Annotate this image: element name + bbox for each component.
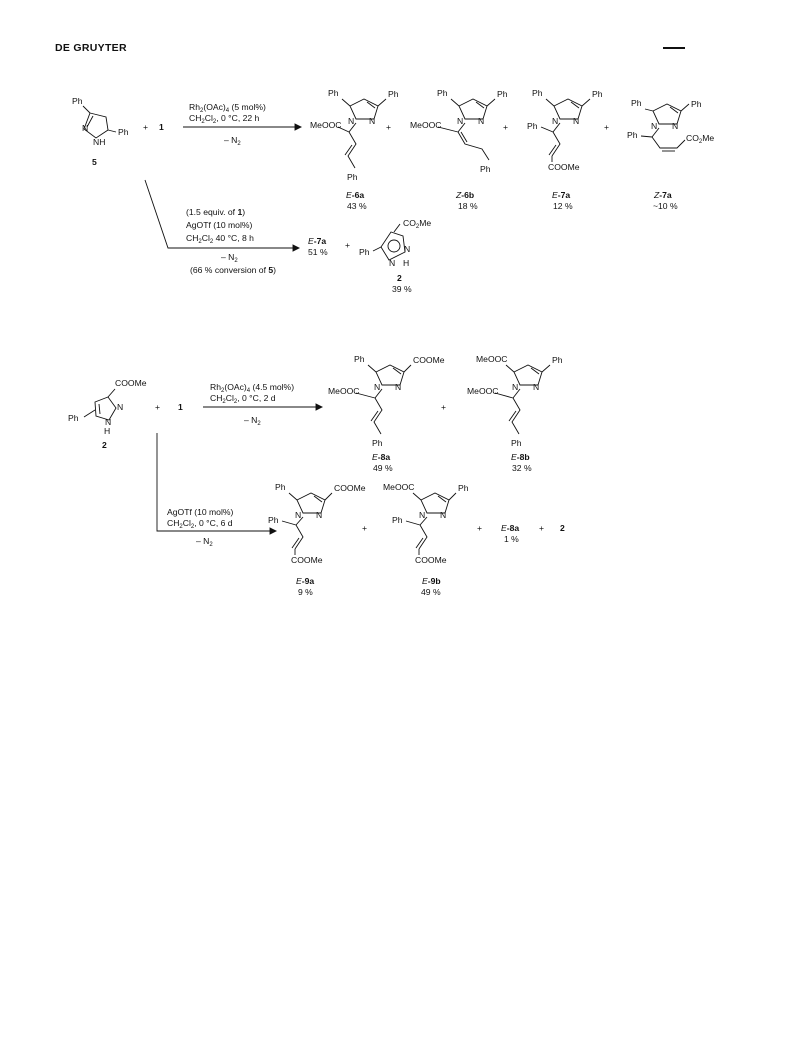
ph-label: Ph xyxy=(511,438,522,448)
n-label: N xyxy=(395,382,402,392)
plus-sign: + xyxy=(362,523,368,533)
compound-label: 2 xyxy=(560,523,565,533)
n-label: N xyxy=(295,510,302,520)
ph-label: Ph xyxy=(72,96,83,106)
product-e7a-structure xyxy=(527,88,603,211)
n-label: N xyxy=(478,116,485,126)
n-label: N xyxy=(82,123,89,133)
compound-5-structure xyxy=(72,96,129,167)
condition-line: $CH_2Cl_2$, 0 °C, 2 d xyxy=(210,393,276,405)
ester-label: COOMe xyxy=(291,555,323,565)
lower-conditions-2 xyxy=(167,507,234,548)
n-label: N xyxy=(651,121,658,131)
n-label: N xyxy=(117,402,124,412)
ester-label: COOMe xyxy=(415,555,447,565)
condition-line: – $N_2$ xyxy=(244,415,261,427)
ph-label: Ph xyxy=(552,355,563,365)
ph-label: Ph xyxy=(497,89,508,99)
upper-conditions xyxy=(183,102,301,147)
n-label: N xyxy=(316,510,323,520)
compound-label: E-7a xyxy=(552,190,571,200)
yield-label: 43 % xyxy=(347,201,367,211)
yield-label: 51 % xyxy=(308,247,328,257)
ester-label: MeOOC xyxy=(476,354,508,364)
plus-sign: + xyxy=(604,122,610,132)
yield-label: 39 % xyxy=(392,284,412,294)
plus-sign: + xyxy=(386,122,392,132)
condition-line: $CH_2Cl_2$ 40 °C, 8 h xyxy=(186,233,254,245)
nh-label: NH xyxy=(93,137,106,147)
compound-label: E-8a xyxy=(372,452,391,462)
reagent-label: 1 xyxy=(159,122,164,132)
ester-label: COOMe xyxy=(548,162,580,172)
n-label: N xyxy=(348,116,355,126)
scheme-1 xyxy=(72,88,714,294)
product-z7a-structure xyxy=(627,98,714,211)
condition-line: AgOTf (10 mol%) xyxy=(186,220,253,230)
condition-line: $Rh_2(OAc)_4$ (5 mol%) xyxy=(189,102,266,114)
ester-label: MeOOC xyxy=(310,120,342,130)
condition-line: AgOTf (10 mol%) xyxy=(167,507,234,517)
ph-label: Ph xyxy=(268,515,279,525)
yield-label: 18 % xyxy=(458,201,478,211)
compound-label: E-7a xyxy=(308,236,327,246)
ph-label: Ph xyxy=(388,89,399,99)
condition-line: $Rh_2(OAc)_4$ (4.5 mol%) xyxy=(210,382,295,394)
ph-label: Ph xyxy=(631,98,642,108)
product-e8a-structure xyxy=(328,354,445,473)
yield-label: ~10 % xyxy=(653,201,678,211)
condition-line: – $N_2$ xyxy=(221,252,238,264)
ph-label: Ph xyxy=(527,121,538,131)
compound-label: 2 xyxy=(397,273,402,283)
ph-label: Ph xyxy=(372,438,383,448)
condition-line: (1.5 equiv. of 1) xyxy=(186,207,246,217)
product-z6b-structure xyxy=(410,88,508,211)
ester-label: COOMe xyxy=(413,355,445,365)
n-label: N xyxy=(533,382,540,392)
yield-label: 12 % xyxy=(553,201,573,211)
ph-label: Ph xyxy=(68,413,79,423)
compound-2-start-structure xyxy=(68,378,147,450)
plus-sign: + xyxy=(155,402,161,412)
compound-label: Z-7a xyxy=(654,190,672,200)
upper-conditions-2 xyxy=(203,382,322,427)
compound-label: E-8b xyxy=(511,452,530,462)
plus-sign: + xyxy=(345,240,351,250)
compound-label: Z-6b xyxy=(456,190,475,200)
tail-product-e8a xyxy=(501,523,519,544)
publisher-header: DE GRUYTER xyxy=(55,42,127,54)
scheme-2 xyxy=(68,354,565,597)
condition-line: $CH_2Cl_2$, 0 °C, 6 d xyxy=(167,518,233,530)
n-label: N xyxy=(512,382,519,392)
n-label: N xyxy=(440,510,447,520)
yield-label: 9 % xyxy=(298,587,313,597)
ester-label: MeOOC xyxy=(383,482,415,492)
compound-2-structure xyxy=(359,218,431,294)
product-e9a-structure xyxy=(268,482,366,597)
plus-sign: + xyxy=(539,523,545,533)
yield-label: 1 % xyxy=(504,534,519,544)
h-label: H xyxy=(104,426,111,436)
ph-label: Ph xyxy=(691,99,702,109)
compound-label: E-6a xyxy=(346,190,365,200)
ph-label: Ph xyxy=(328,88,339,98)
ester-label: $CO_2Me$ xyxy=(686,133,715,145)
condition-line: (66 % conversion of 5) xyxy=(190,265,276,275)
ester-label: MeOOC xyxy=(328,386,360,396)
ph-label: Ph xyxy=(480,164,491,174)
yield-label: 32 % xyxy=(512,463,532,473)
ester-label: $CO_2Me$ xyxy=(403,218,432,230)
compound-label: E-9b xyxy=(422,576,441,586)
ph-label: Ph xyxy=(347,172,358,182)
plus-sign: + xyxy=(143,122,149,132)
ph-label: Ph xyxy=(392,515,403,525)
ph-label: Ph xyxy=(458,483,469,493)
compound-label: E-8a xyxy=(501,523,520,533)
lower-product-e7a xyxy=(308,236,328,257)
condition-line: $CH_2Cl_2$, 0 °C, 22 h xyxy=(189,113,260,125)
compound-label: 2 xyxy=(102,440,107,450)
plus-sign: + xyxy=(503,122,509,132)
h-label: H xyxy=(403,258,410,268)
ester-label: MeOOC xyxy=(410,120,442,130)
n-label: N xyxy=(552,116,559,126)
compound-label: E-9a xyxy=(296,576,315,586)
yield-label: 49 % xyxy=(421,587,441,597)
ph-label: Ph xyxy=(627,130,638,140)
ester-label: MeOOC xyxy=(467,386,499,396)
plus-sign: + xyxy=(477,523,483,533)
product-e9b-structure xyxy=(383,482,469,597)
compound-label: 5 xyxy=(92,157,97,167)
lower-conditions xyxy=(186,207,276,275)
n-label: N xyxy=(105,417,112,427)
plus-sign: + xyxy=(441,402,447,412)
n-label: N xyxy=(457,116,464,126)
n-label: N xyxy=(369,116,376,126)
n-label: N xyxy=(389,258,396,268)
reagent-label: 1 xyxy=(178,402,183,412)
n-label: N xyxy=(404,244,411,254)
n-label: N xyxy=(419,510,426,520)
n-label: N xyxy=(672,121,679,131)
product-e6a-structure xyxy=(310,88,399,211)
yield-label: 49 % xyxy=(373,463,393,473)
ph-label: Ph xyxy=(532,88,543,98)
ph-label: Ph xyxy=(359,247,370,257)
ph-label: Ph xyxy=(118,127,129,137)
condition-line: – $N_2$ xyxy=(224,135,241,147)
n-label: N xyxy=(573,116,580,126)
ph-label: Ph xyxy=(275,482,286,492)
condition-line: – $N_2$ xyxy=(196,536,213,548)
ester-label: COOMe xyxy=(334,483,366,493)
n-label: N xyxy=(374,382,381,392)
ph-label: Ph xyxy=(437,88,448,98)
ester-label: COOMe xyxy=(115,378,147,388)
ph-label: Ph xyxy=(592,89,603,99)
product-e8b-structure xyxy=(467,354,563,473)
ph-label: Ph xyxy=(354,354,365,364)
